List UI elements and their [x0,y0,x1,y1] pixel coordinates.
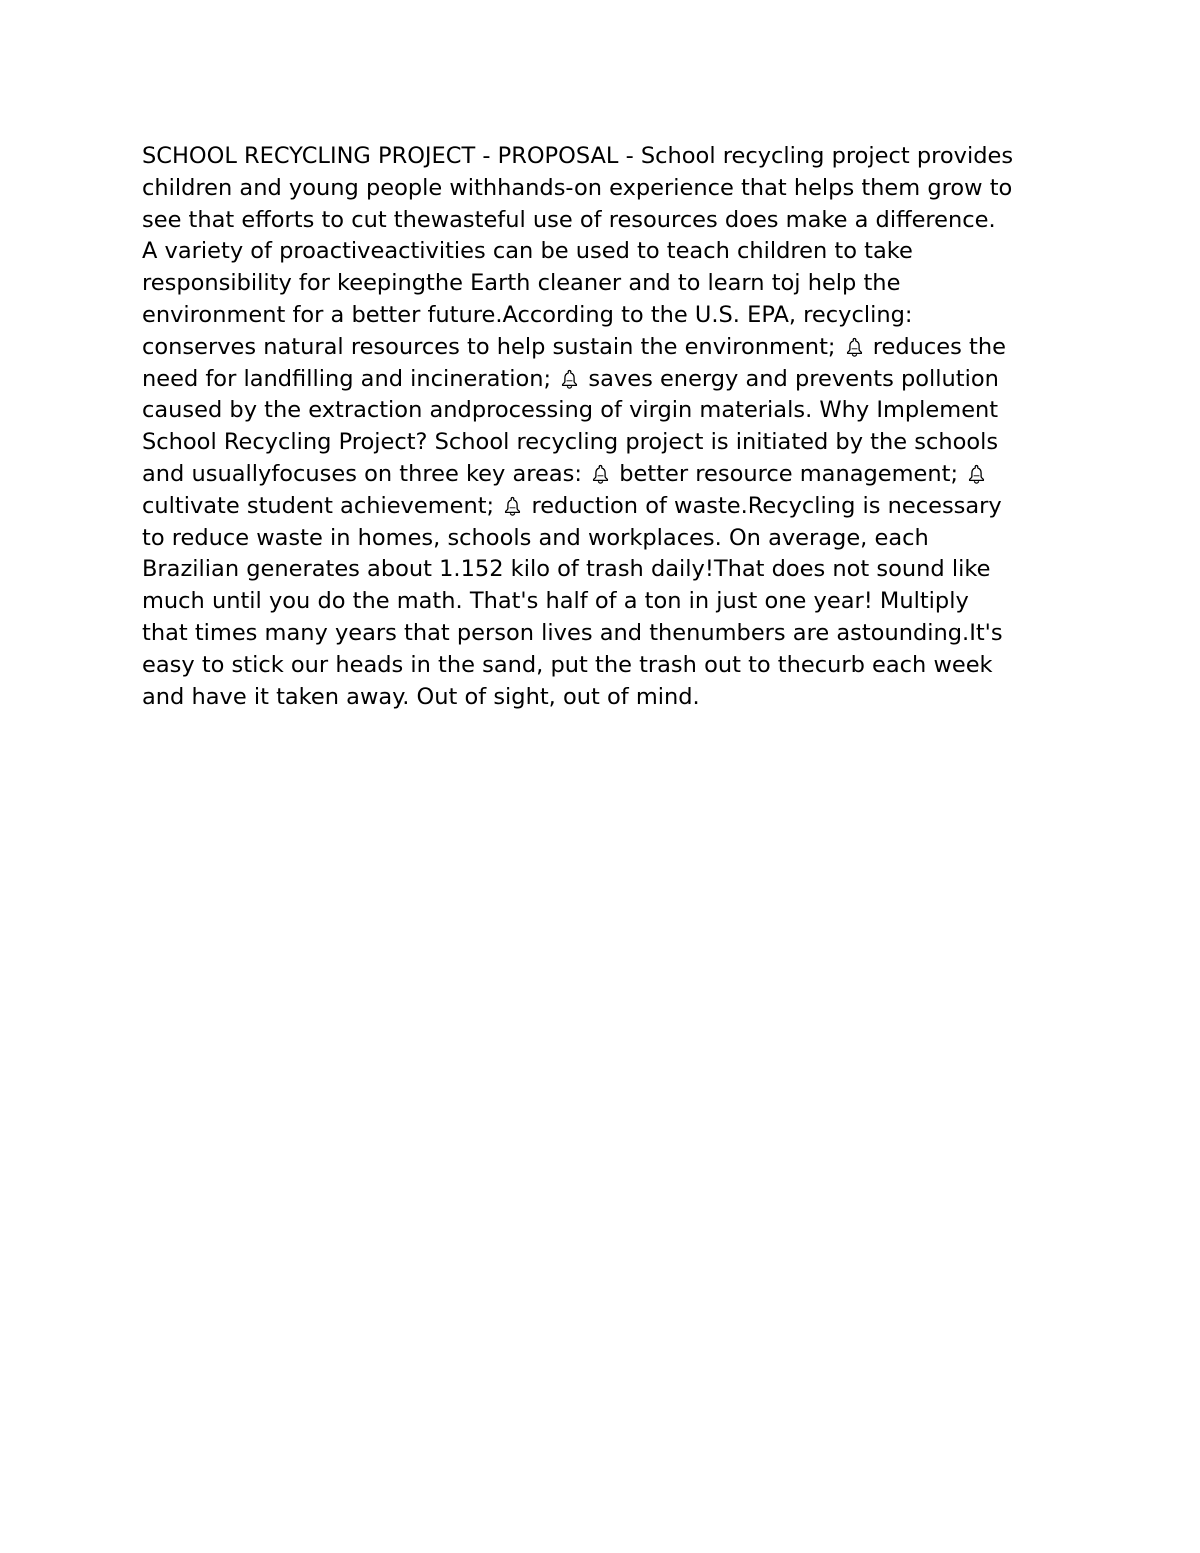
text-line [142,364,1082,396]
text-segment: caused by the extraction andprocessing of virgin materials. Why Implement [142,397,999,424]
text-line [142,491,1082,523]
text-line [142,173,1082,205]
bell-bullet-icon [503,496,522,516]
text-line [142,650,1082,682]
bell-bullet-icon [560,369,579,389]
text-line [142,682,1082,714]
text-line [142,459,1082,491]
text-segment: and have it taken away. Out of sight, out of mind. [142,683,700,710]
bell-bullet-icon [591,464,610,484]
text-segment: need for landfilling and incineration; [142,365,559,392]
text-segment: and usuallyfocuses on three key areas: [142,460,590,487]
text-line [142,618,1082,650]
text-line [142,554,1082,586]
text-line [142,332,1082,364]
text-line [142,395,1082,427]
text-segment: A variety of proactiveactivities can be used to teach children to take [142,238,913,265]
text-line [142,300,1082,332]
text-segment: reduces the [865,333,1006,360]
text-segment: better resource management; [612,460,966,487]
bell-bullet-icon [845,337,864,357]
text-segment: environment for a better future.According to the U.S. EPA, recycling: [142,301,913,328]
text-line [142,268,1082,300]
text-line [142,523,1082,555]
text-line [142,427,1082,459]
text-segment: reduction of waste.Recycling is necessary [524,492,1002,519]
text-segment: children and young people withhands-on experience that helps them grow to [142,174,1013,201]
text-line [142,236,1082,268]
text-line [142,586,1082,618]
text-segment: saves energy and prevents pollution [581,365,999,392]
text-segment: much until you do the math. That's half of a ton in just one year! Multiply [142,588,969,615]
bell-bullet-icon [967,464,986,484]
text-segment: that times many years that person lives and thenumbers are astounding.It's [142,619,1003,646]
text-segment: to reduce waste in homes, schools and workplaces. On average, each [142,524,929,551]
text-segment: SCHOOL RECYCLING PROJECT - PROPOSAL - School recycling project provides [142,143,1014,169]
text-segment: Brazilian generates about 1.152 kilo of trash daily!That does not sound like [142,556,991,583]
text-segment: conserves natural resources to help sustain the environment; [142,333,843,360]
text-segment: see that efforts to cut thewasteful use of resources does make a difference. [142,206,996,233]
text-segment: easy to stick our heads in the sand, put the trash out to thecurb each week [142,651,993,678]
text-line [142,141,1082,173]
text-line [142,205,1082,237]
text-segment: cultivate student achievement; [142,492,502,519]
text-segment: School Recycling Project? School recycling project is initiated by the schools [142,429,999,456]
body-text [142,141,1082,713]
text-segment: responsibility for keepingthe Earth cleaner and to learn toj help the [142,270,901,297]
